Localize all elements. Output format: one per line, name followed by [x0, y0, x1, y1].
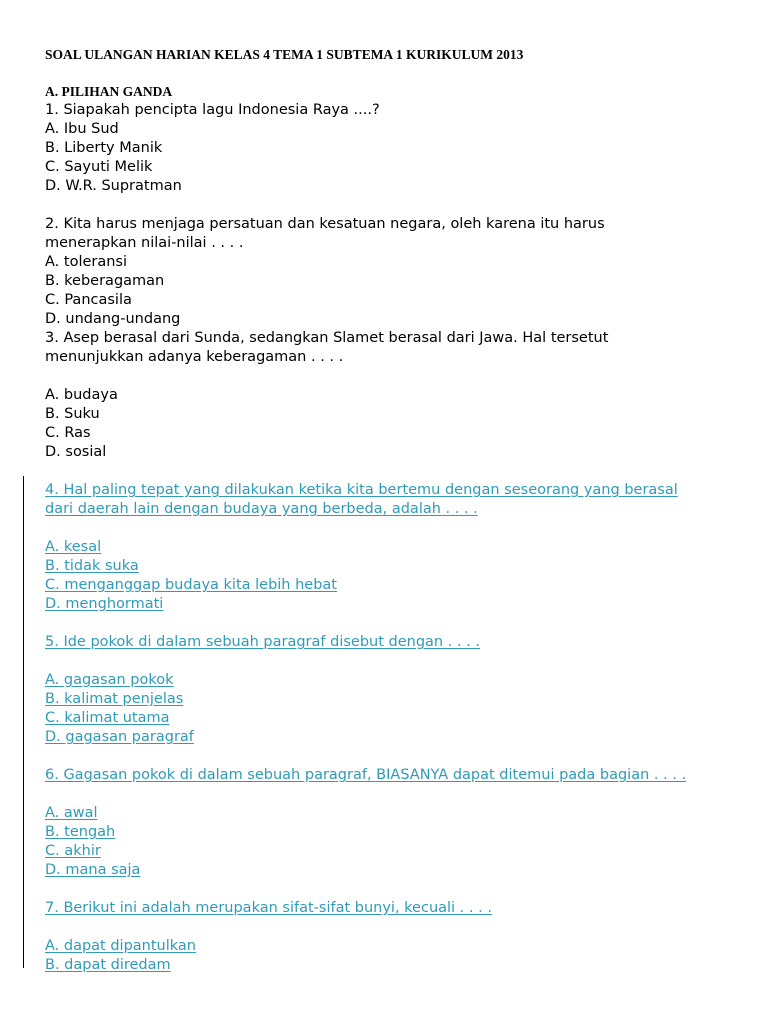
question-6-option-a: A. awal [45, 805, 98, 821]
question-7-text: 7. Berikut ini adalah merupakan sifat-sifat bunyi, kecuali . . . . [45, 900, 492, 916]
question-4-text-line-1: 4. Hal paling tepat yang dilakukan ketika kita bertemu dengan seseorang yang berasal [45, 482, 678, 498]
question-4-option-a: A. kesal [45, 539, 102, 555]
question-6-option-c: C. akhir [45, 843, 101, 859]
question-6 [45, 766, 745, 880]
question-7 [45, 899, 745, 975]
question-7-option-a: A. dapat dipantulkan [45, 938, 196, 954]
question-7-option-b: B. dapat diredam [45, 957, 171, 973]
question-2-option-c: C. Pancasila [45, 292, 132, 308]
question-1-option-b: B. Liberty Manik [45, 140, 163, 156]
question-2-option-a: A. toleransi [45, 254, 128, 270]
question-3-option-b: B. Suku [45, 406, 100, 422]
question-5-option-b: B. kalimat penjelas [45, 691, 184, 707]
question-6-option-d: D. mana saja [45, 862, 141, 878]
question-2-text-line-1: 2. Kita harus menjaga persatuan dan kesatuan negara, oleh karena itu harus [45, 216, 605, 232]
question-1-option-a: A. Ibu Sud [45, 121, 119, 137]
question-5 [45, 633, 745, 747]
question-3 [45, 329, 745, 462]
question-3-text-line-1: 3. Asep berasal dari Sunda, sedangkan Slamet berasal dari Jawa. Hal tersetut [45, 330, 609, 346]
question-4-option-b: B. tidak suka [45, 558, 139, 574]
question-2 [45, 215, 745, 329]
question-1-option-c: C. Sayuti Melik [45, 159, 153, 175]
tracked-change-bar [23, 476, 24, 968]
question-2-option-b: B. keberagaman [45, 273, 165, 289]
section-heading: A. PILIHAN GANDA [45, 84, 173, 99]
question-4-text-line-2: dari daerah lain dengan budaya yang berbeda, adalah . . . . [45, 501, 478, 517]
document-page [45, 46, 745, 975]
question-5-option-a: A. gagasan pokok [45, 672, 174, 688]
question-3-text-line-2: menunjukkan adanya keberagaman . . . . [45, 349, 344, 365]
question-3-option-c: C. Ras [45, 425, 91, 441]
question-6-text: 6. Gagasan pokok di dalam sebuah paragraf, BIASANYA dapat ditemui pada bagian . . . . [45, 767, 687, 783]
question-3-option-d: D. sosial [45, 444, 107, 460]
question-5-option-d: D. gagasan paragraf [45, 729, 194, 745]
question-1-option-d: D. W.R. Supratman [45, 178, 182, 194]
question-4-option-c: C. menganggap budaya kita lebih hebat [45, 577, 337, 593]
question-2-text-line-2: menerapkan nilai-nilai . . . . [45, 235, 244, 251]
question-5-text: 5. Ide pokok di dalam sebuah paragraf disebut dengan . . . . [45, 634, 480, 650]
question-1 [45, 101, 745, 196]
question-5-option-c: C. kalimat utama [45, 710, 170, 726]
question-4-option-d: D. menghormati [45, 596, 164, 612]
question-2-option-d: D. undang-undang [45, 311, 181, 327]
question-1-text: 1. Siapakah pencipta lagu Indonesia Raya ....? [45, 102, 380, 118]
document-title: SOAL ULANGAN HARIAN KELAS 4 TEMA 1 SUBTEMA 1 KURIKULUM 2013 [45, 47, 524, 62]
question-6-option-b: B. tengah [45, 824, 116, 840]
question-3-option-a: A. budaya [45, 387, 118, 403]
question-4 [45, 481, 745, 614]
